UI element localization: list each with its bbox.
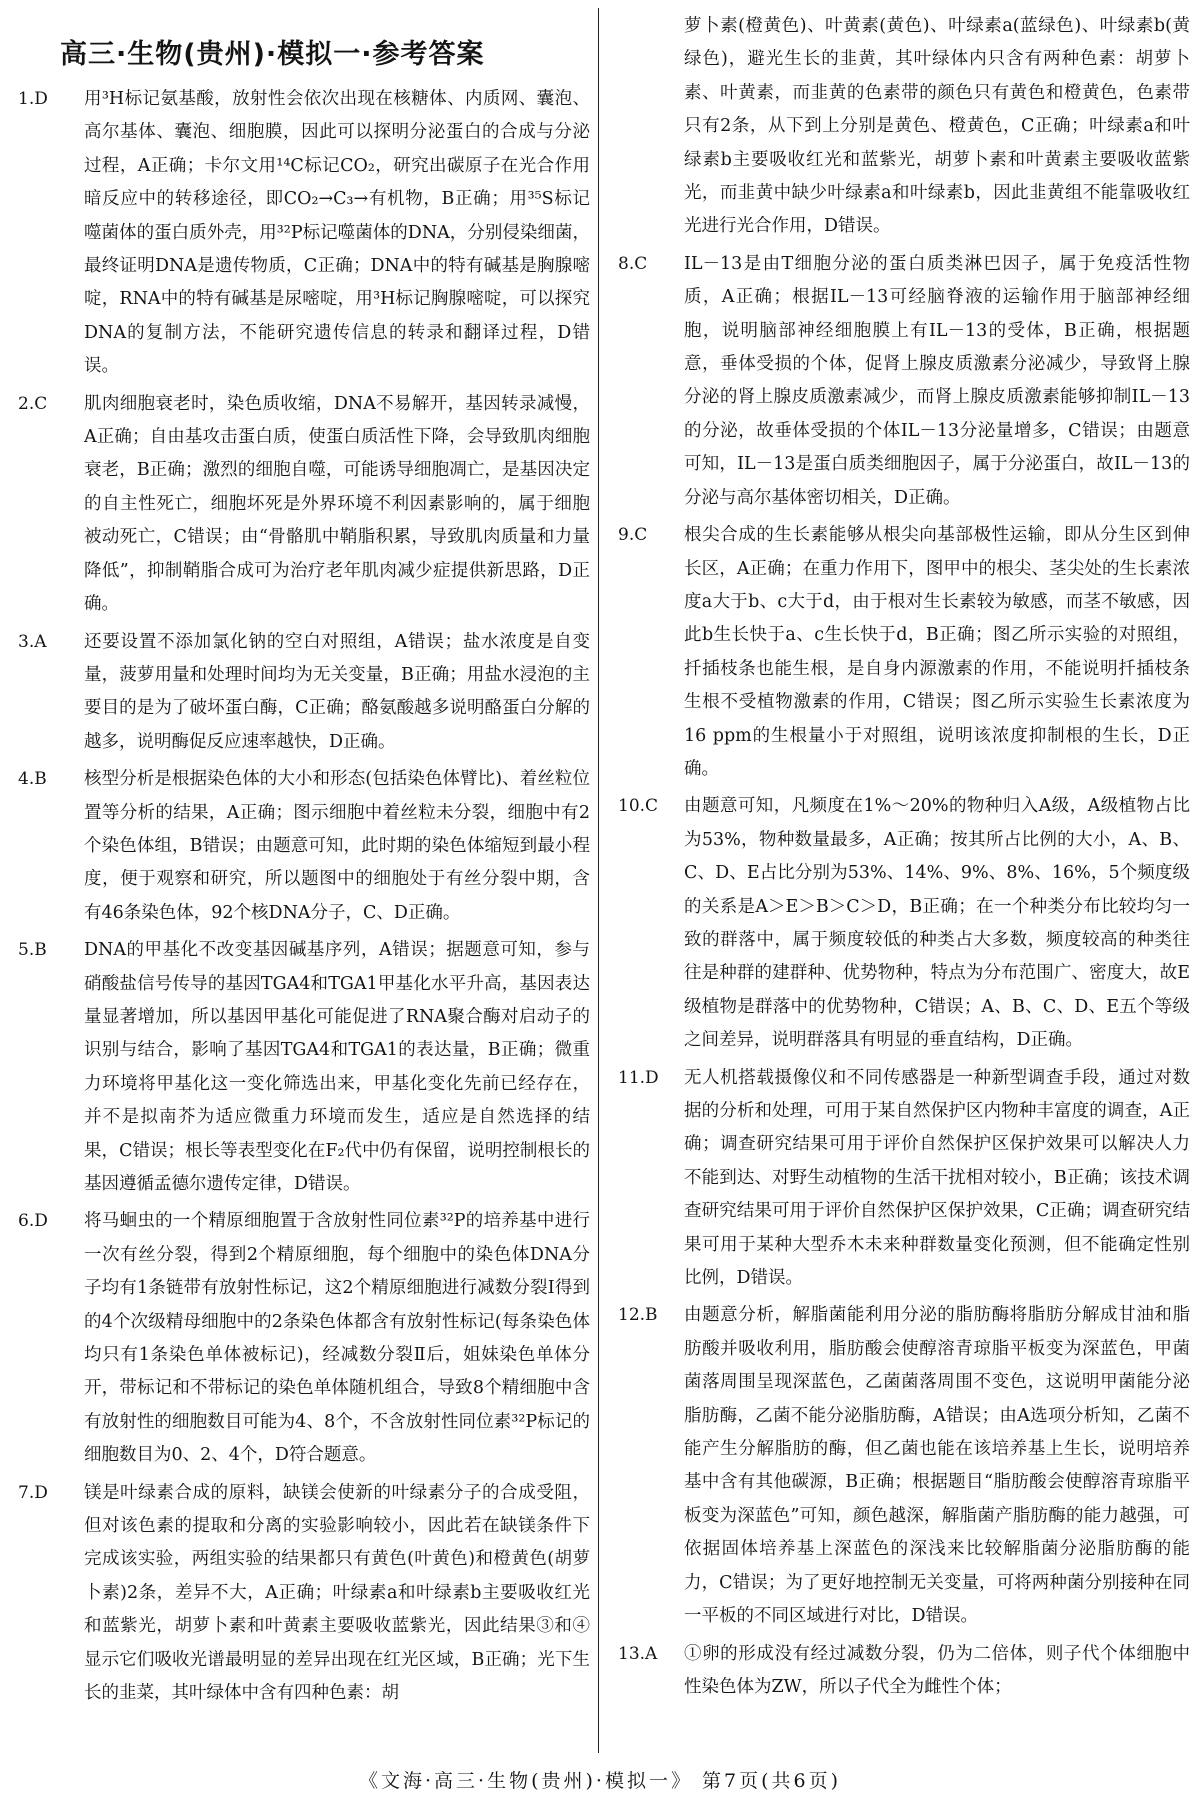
answer-number: 8.C	[618, 253, 648, 274]
answer-number: 9.C	[618, 525, 648, 546]
answer-item	[612, 519, 1190, 786]
right-answer-list	[612, 10, 1190, 1704]
answer-number: 7.D	[18, 1482, 48, 1503]
answer-item	[12, 626, 590, 760]
answer-number: 3.A	[18, 631, 47, 652]
answer-explanation: 无人机搭载摄像仪和不同传感器是一种新型调查手段，通过对数据的分析和处理，可用于某自然保护区内物种丰富度的调查，A正确；调查研究结果可用于评价自然保护区保护效果可以解决人力不能到达、对野生动植物的生活干扰相对较小，B正确；该技术调查研究结果可用于评价自然保护区保护效果，C正确；调查研究结果可用于某种大型乔木未来种群数量变化预测，但不能确定性别比例，D错误。	[684, 1067, 1190, 1289]
answer-item	[612, 1299, 1190, 1633]
answer-explanation: 用³H标记氨基酸，放射性会依次出现在核糖体、内质网、囊泡、高尔基体、囊泡、细胞膜，因此可以探明分泌蛋白的合成与分泌过程，A正确；卡尔文用¹⁴C标记CO₂，研究出碳原子在光合作用暗反应中的转移途径，即CO₂→C₃→有机物，B正确；用³⁵S标记噬菌体的蛋白质外壳，用³²P标记噬菌体的DNA，分别侵染细菌，最终证明DNA是遗传物质，C正确；DNA中的特有碱基是胸腺嘧啶，RNA中的特有碱基是尿嘧啶，用³H标记胸腺嘧啶，可以探究DNA的复制方法，不能研究遗传信息的转录和翻译过程，D错误。	[84, 89, 590, 377]
answer-item	[12, 763, 590, 930]
answer-number: 10.C	[618, 796, 659, 817]
answer-explanation: DNA的甲基化不改变基因碱基序列，A错误；据题意可知，参与硝酸盐信号传导的基因TGA4和TGA1甲基化水平升高，基因表达量显著增加，所以基因甲基化可能促进了RNA聚合酶对启动子的识别与结合，影响了基因TGA4和TGA1的表达量，B正确；微重力环境将甲基化这一变化筛选出来，甲基化变化先前已经存在，并不是拟南芥为适应微重力环境而发生，适应是自然选择的结果，C错误；根长等表型变化在F₂代中仍有保留，说明控制根长的基因遵循孟德尔遗传定律，D错误。	[84, 940, 590, 1194]
answer-item	[612, 10, 1190, 244]
answer-item	[612, 1062, 1190, 1296]
answer-item	[612, 790, 1190, 1057]
answer-item	[12, 934, 590, 1201]
answer-number: 12.B	[618, 1305, 658, 1326]
answer-number: 6.D	[18, 1211, 48, 1232]
answer-explanation: ①卵的形成没有经过减数分裂，仍为二倍体，则子代个体细胞中性染色体为ZW，所以子代全为雌性个体；	[684, 1643, 1190, 1697]
right-column	[612, 0, 1190, 1755]
answer-explanation: 根尖合成的生长素能够从根尖向基部极性运输，即从分生区到伸长区，A正确；在重力作用下，图甲中的根尖、茎尖处的生长素浓度a大于b、c大于d，由于根对生长素较为敏感，而茎不敏感，因此b生长快于a、c生长快于d，B正确；图乙所示实验的对照组，扦插枝条也能生根，是自身内源激素的作用，不能说明扦插枝条生根不受植物激素的作用，C错误；图乙所示实验生长素浓度为16 ppm的生根量小于对照组，说明该浓度抑制根的生长，D正确。	[684, 525, 1190, 779]
page-footer: 《文海·高三·生物(贵州)·模拟一》 第7页(共6页)	[359, 1770, 841, 1792]
answer-item	[12, 1477, 590, 1711]
answer-number: 13.A	[618, 1643, 658, 1664]
answer-item	[612, 1638, 1190, 1705]
left-answer-list	[12, 83, 590, 1711]
answer-explanation: IL－13是由T细胞分泌的蛋白质类淋巴因子，属于免疫活性物质，A正确；根据IL－13可经脑脊液的运输作用于脑部神经细胞，说明脑部神经细胞膜上有IL－13的受体，B正确，根据题意，垂体受损的个体，促肾上腺皮质激素分泌减少，导致肾上腺分泌的肾上腺皮质激素减少，而肾上腺皮质激素能够抑制IL－13的分泌，故垂体受损的个体IL－13分泌量增多，C错误；由题意可知，IL－13是蛋白质类细胞因子，属于分泌蛋白，故IL－13的分泌与高尔基体密切相关，D正确。	[684, 253, 1190, 508]
answer-number: 1.D	[18, 89, 48, 109]
answer-number: 5.B	[18, 940, 47, 961]
answer-explanation: 还要设置不添加氯化钠的空白对照组，A错误；盐水浓度是自变量，菠萝用量和处理时间均为无关变量，B正确；用盐水浸泡的主要目的是为了破坏蛋白酶，C正确；酪氨酸越多说明酪蛋白分解的越多，说明酶促反应速率越快，D正确。	[84, 631, 590, 752]
answer-explanation: 将马蛔虫的一个精原细胞置于含放射性同位素³²P的培养基中进行一次有丝分裂，得到2个精原细胞，每个细胞中的染色体DNA分子均有1条链带有放射性标记，这2个精原细胞进行减数分裂Ⅰ得到的4个次级精母细胞中的2条染色体都含有放射性标记(每条染色体均只有1条染色单体被标记)，经减数分裂Ⅱ后，姐妹染色单体分开，带标记和不带标记的染色单体随机组合，导致8个精细胞中含有放射性的细胞数目可能为4、8个，不含放射性同位素³²P标记的细胞数目为0、2、4个，D符合题意。	[84, 1211, 590, 1466]
answer-number: 4.B	[18, 769, 47, 790]
answer-item	[12, 83, 590, 384]
answer-explanation: 肌肉细胞衰老时，染色质收缩，DNA不易解开，基因转录减慢，A正确；自由基攻击蛋白质，使蛋白质活性下降，会导致肌肉细胞衰老，B正确；激烈的细胞自噬，可能诱导细胞凋亡，是基因决定的自主性死亡，细胞坏死是外界环境不利因素影响的，属于细胞被动死亡，C错误；由“骨骼肌中鞘脂积累，导致肌肉质量和力量降低”，抑制鞘脂合成可为治疗老年肌肉减少症提供新思路，D正确。	[84, 393, 590, 615]
answer-number: 11.D	[618, 1067, 659, 1088]
answer-explanation: 由题意分析，解脂菌能利用分泌的脂肪酶将脂肪分解成甘油和脂肪酸并吸收利用，脂肪酸会使醇溶青琼脂平板变为深蓝色，甲菌菌落周围呈现深蓝色，乙菌菌落周围不变色，这说明甲菌能分泌脂肪酶，乙菌不能分泌脂肪酶，A错误；由A选项分析知，乙菌不能产生分解脂肪的酶，但乙菌也能在该培养基上生长，说明培养基中含有其他碳源，B正确；根据题目“脂肪酸会使醇溶青琼脂平板变为深蓝色”可知，颜色越深，解脂菌产脂肪酶的能力越强，可依据固体培养基上深蓝色的深浅来比较解脂菌分泌脂肪酶的能力，C错误；为了更好地控制无关变量，可将两种菌分别接种在同一平板的不同区域进行对比，D错误。	[684, 1305, 1190, 1627]
page-title: 高三·生物(贵州)·模拟一·参考答案	[60, 39, 485, 70]
answer-item	[12, 1205, 590, 1472]
answer-number: 2.C	[18, 393, 48, 414]
answer-item	[12, 388, 590, 622]
column-divider	[598, 8, 599, 1753]
answer-explanation: 由题意可知，凡频度在1%～20%的物种归入A级，A级植物占比为53%，物种数量最多，A正确；按其所占比例的大小，A、B、C、D、E占比分别为53%、14%、9%、8%、16%，5个频度级的关系是A＞E＞B＞C＞D，B正确；在一个种类分布比较均匀一致的群落中，属于频度较低的种类占大多数，频度较高的种类往往是种群的建群种、优势物种，特点为分布范围广、密度大，故E级植物是群落中的优势物种，C错误；A、B、C、D、E五个等级之间差异，说明群落具有明显的垂直结构，D正确。	[684, 796, 1190, 1051]
answer-explanation: 萝卜素(橙黄色)、叶黄素(黄色)、叶绿素a(蓝绿色)、叶绿素b(黄绿色)，避光生长的韭黄，其叶绿体内只含有两种色素：胡萝卜素、叶黄素，而韭黄的色素带的颜色只有黄色和橙黄色，色素带只有2条，从下到上分别是黄色、橙黄色，C正确；叶绿素a和叶绿素b主要吸收红光和蓝紫光，胡萝卜素和叶黄素主要吸收蓝紫光，而韭黄中缺少叶绿素a和叶绿素b，因此韭黄组不能靠吸收红光进行光合作用，D错误。	[684, 16, 1190, 237]
answer-explanation: 核型分析是根据染色体的大小和形态(包括染色体臂比)、着丝粒位置等分析的结果，A正确；图示细胞中着丝粒未分裂，细胞中有2个染色体组，B错误；由题意可知，此时期的染色体缩短到最小程度，便于观察和研究，所以题图中的细胞处于有丝分裂中期，含有46条染色体，92个核DNA分子，C、D正确。	[84, 769, 590, 923]
left-column	[12, 0, 590, 1755]
answer-item	[612, 248, 1190, 515]
answer-explanation: 镁是叶绿素合成的原料，缺镁会使新的叶绿素分子的合成受阻，但对该色素的提取和分离的实验影响较小，因此若在缺镁条件下完成该实验，两组实验的结果都只有黄色(叶黄色)和橙黄色(胡萝卜素)2条，差异不大，A正确；叶绿素a和叶绿素b主要吸收红光和蓝紫光，胡萝卜素和叶黄素主要吸收蓝紫光，因此结果③和④显示它们吸收光谱最明显的差异出现在红光区域，B正确；光下生长的韭菜，其叶绿体中含有四种色素：胡	[84, 1482, 590, 1704]
